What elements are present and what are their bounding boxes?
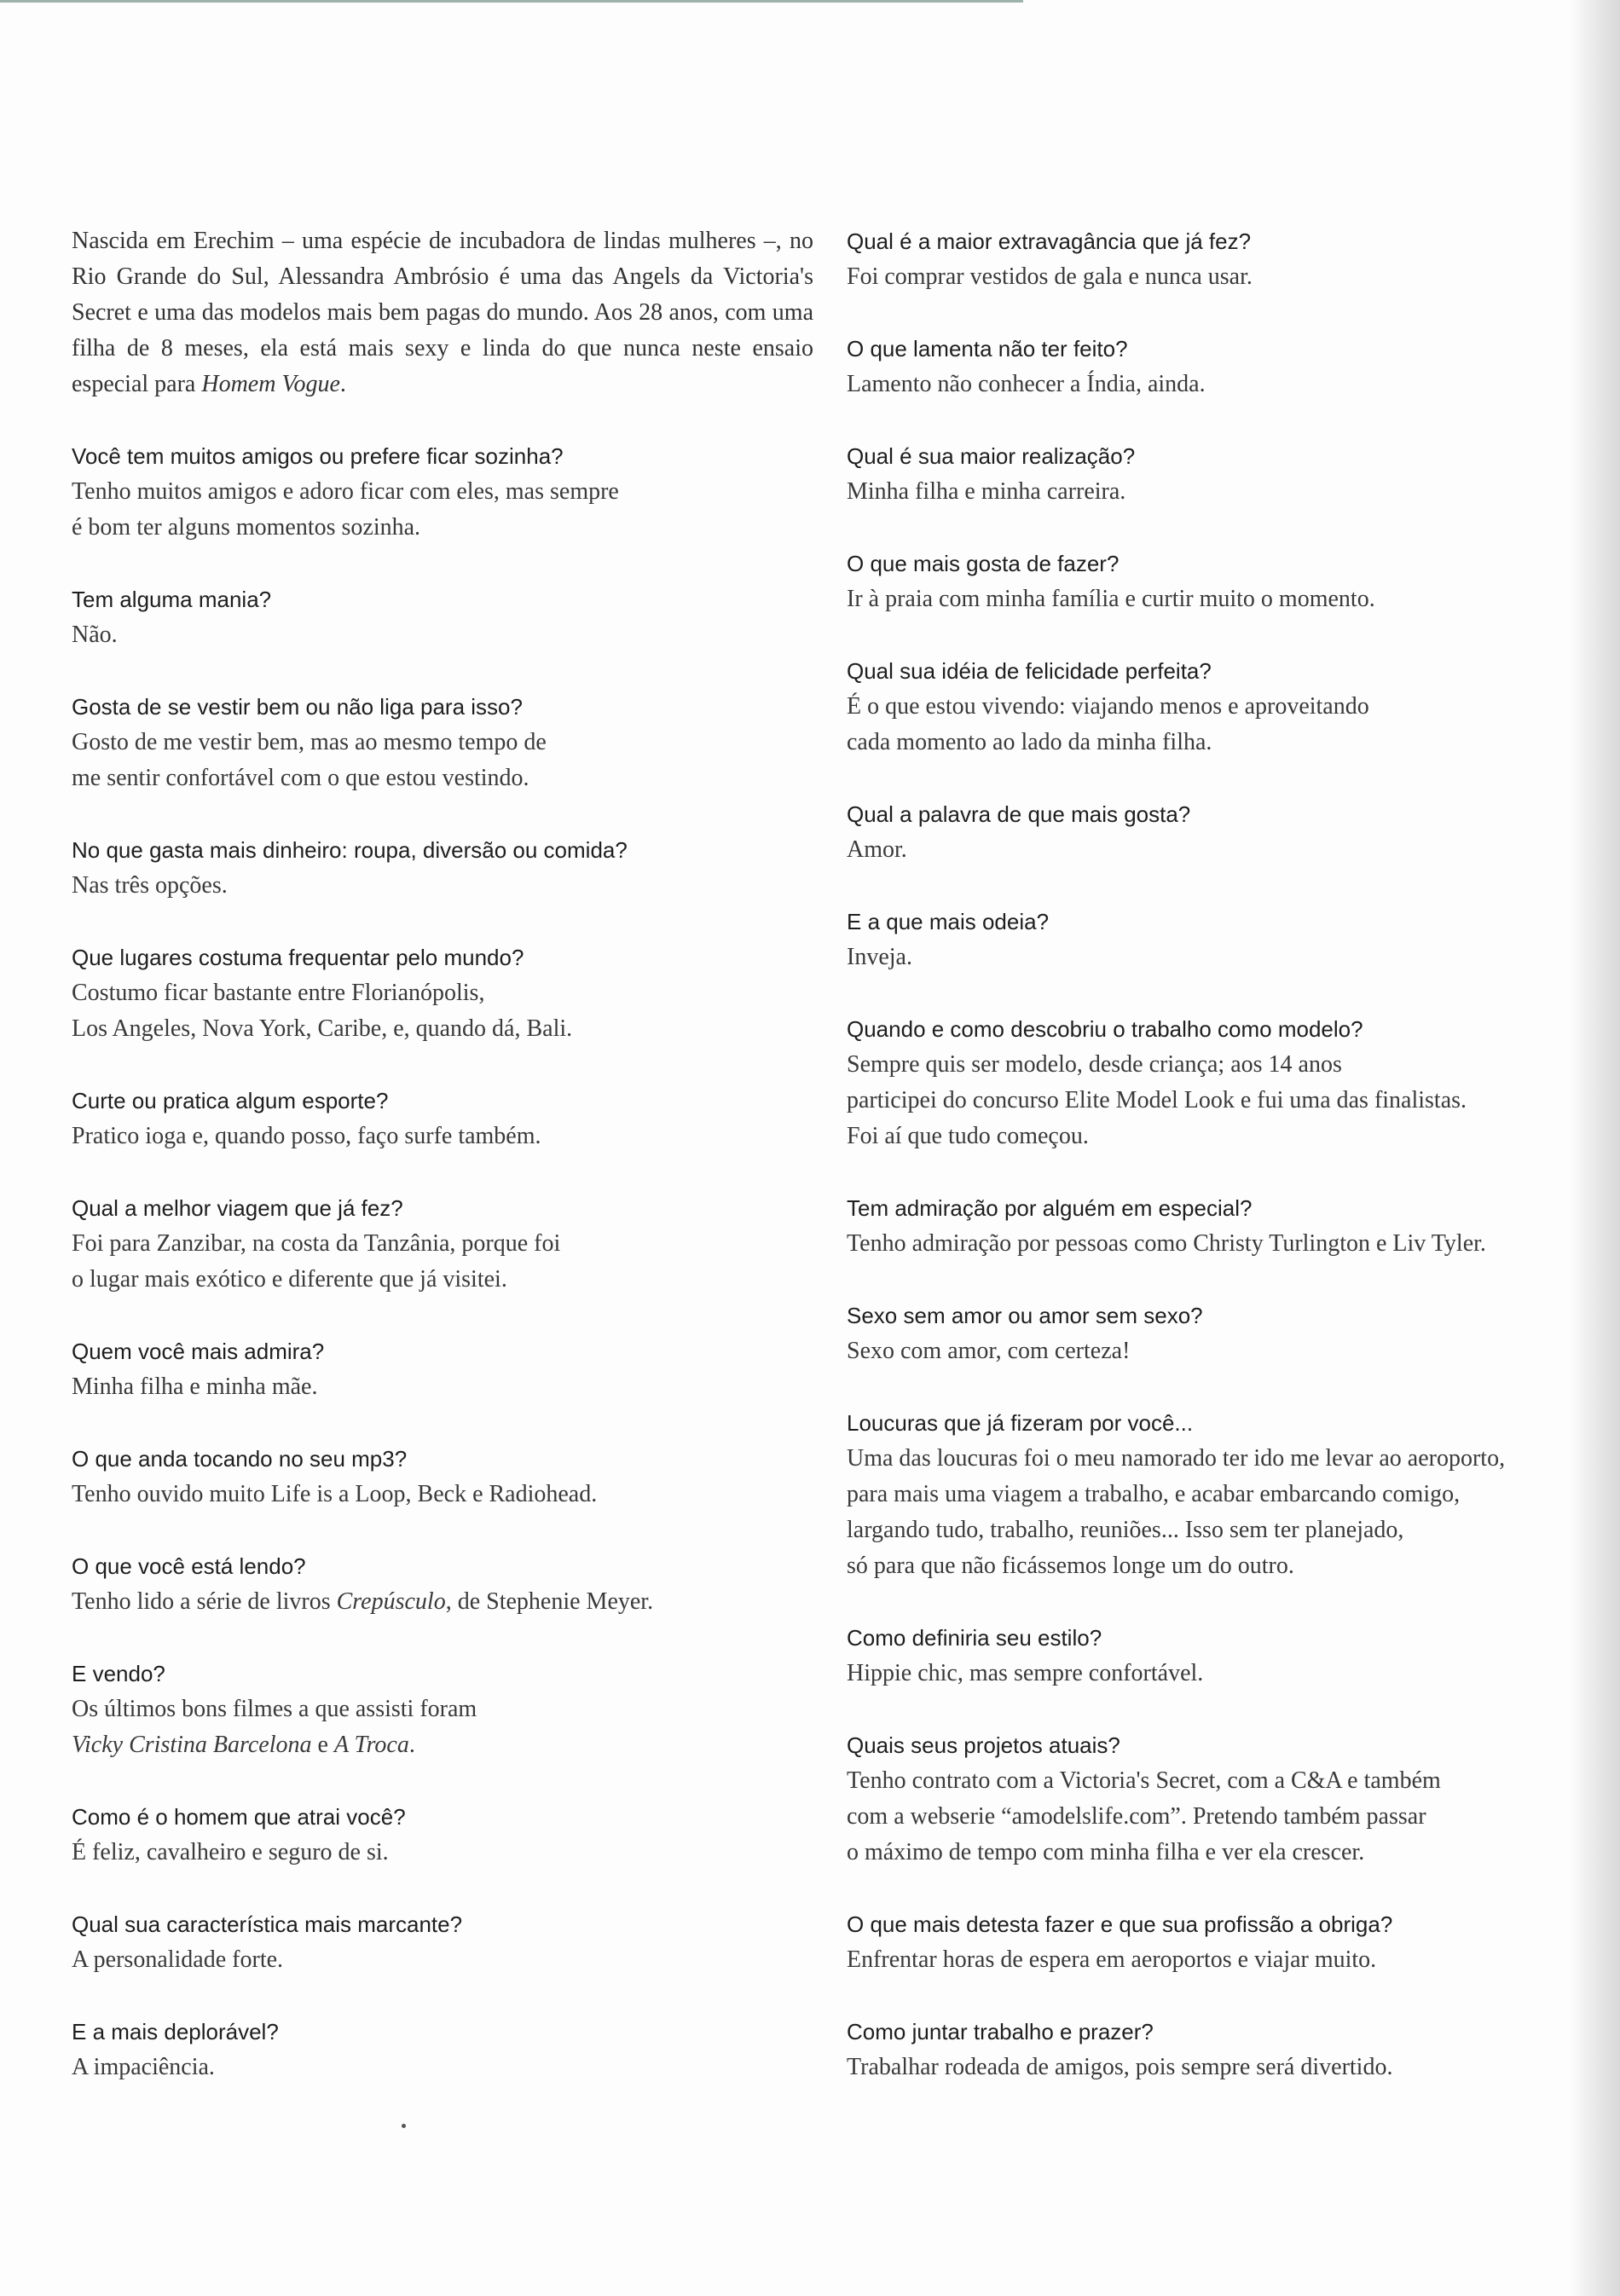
qa-item: [72, 1441, 813, 1512]
answer: Tenho admiração por pessoas como Christy Turlington e Liv Tyler.: [847, 1230, 1486, 1257]
question: Qual a palavra de que mais gosta?: [847, 801, 1191, 827]
qa-item: [847, 1190, 1571, 1262]
answer: Hippie chic, mas sempre confortável.: [847, 1660, 1204, 1686]
answer: Sempre quis ser modelo, desde criança; aos 14 anos participei do concurso Elite Model Look e fui uma das finalistas. Foi aí que tudo começou.: [847, 1051, 1467, 1149]
qa-item: [847, 1727, 1571, 1871]
answer: Nas três opções.: [72, 872, 228, 899]
question: Como é o homem que atrai você?: [72, 1804, 406, 1830]
qa-item: [72, 832, 813, 904]
qa-item: [72, 689, 813, 796]
qa-item: [847, 1906, 1571, 1978]
question: Quais seus projetos atuais?: [847, 1732, 1120, 1758]
question: O que anda tocando no seu mp3?: [72, 1446, 408, 1472]
qa-item: [847, 653, 1571, 761]
qa-item: [72, 2014, 813, 2085]
answer: Costumo ficar bastante entre Florianópolis, Los Angeles, Nova York, Caribe, e, quando dá, Bali.: [72, 980, 573, 1042]
qa-item: [72, 1190, 813, 1298]
answer: Sexo com amor, com certeza!: [847, 1338, 1131, 1364]
answer: É feliz, cavalheiro e seguro de si.: [72, 1839, 389, 1865]
question: O que mais gosta de fazer?: [847, 551, 1120, 576]
qa-item: [847, 1620, 1571, 1692]
qa-item: [847, 223, 1571, 295]
question: O que você está lendo?: [72, 1553, 306, 1579]
qa-item: [847, 1298, 1571, 1369]
answer: Minha filha e minha carreira.: [847, 478, 1126, 505]
qa-item: [72, 1333, 813, 1405]
answer: Enfrentar horas de espera em aeroportos e viajar muito.: [847, 1946, 1377, 1973]
answer: Minha filha e minha mãe.: [72, 1374, 318, 1400]
answer: Uma das loucuras foi o meu namorado ter ido me levar ao aeroporto, para mais uma viagem a trabalho, e acabar embarcando comigo, largando tudo, trabalho, reuniões... Isso sem ter planejado, só para que não ficássemos longe um do outro.: [847, 1445, 1506, 1579]
qa-item: [72, 1799, 813, 1871]
ink-speck: [402, 2124, 406, 2128]
answer: Gosto de me vestir bem, mas ao mesmo tempo de me sentir confortável com o que estou vestindo.: [72, 729, 547, 791]
question: Como definiria seu estilo?: [847, 1625, 1102, 1651]
qa-item: [847, 1405, 1571, 1584]
intro-paragraph: Nascida em Erechim – uma espécie de incubadora de lindas mulheres –, no Rio Grande do Sul, Alessandra Ambrósio é uma das Angels da Victoria's Secret e uma das modelos mais bem pagas do mundo. Aos 28 anos, com uma filha de 8 meses, ela está mais sexy e linda do que nunca neste ensaio especial para Homem Vogue.: [72, 228, 813, 397]
answer: Os últimos bons filmes a que assisti foram Vicky Cristina Barcelona e A Troca.: [72, 1696, 477, 1758]
question: O que mais detesta fazer e que sua profissão a obriga?: [847, 1911, 1393, 1937]
question: Qual é a maior extravagância que já fez?: [847, 228, 1252, 254]
question: Quando e como descobriu o trabalho como modelo?: [847, 1016, 1363, 1042]
question: E a que mais odeia?: [847, 909, 1050, 934]
qa-item: [847, 796, 1571, 868]
answer: Lamento não conhecer a Índia, ainda.: [847, 371, 1206, 397]
answer: A personalidade forte.: [72, 1946, 284, 1973]
question: Qual sua característica mais marcante?: [72, 1911, 463, 1937]
qa-item: [72, 438, 813, 546]
question: E a mais deplorável?: [72, 2019, 279, 2044]
right-qa-list: [847, 223, 1571, 2085]
qa-item: [72, 1083, 813, 1154]
qa-item: [847, 546, 1571, 617]
answer: Amor.: [847, 836, 907, 863]
question: Gosta de se vestir bem ou não liga para isso?: [72, 694, 523, 720]
answer: Ir à praia com minha família e curtir muito o momento.: [847, 586, 1375, 612]
question: Qual a melhor viagem que já fez?: [72, 1195, 403, 1221]
qa-item: [72, 1906, 813, 1978]
left-column: [72, 223, 813, 2121]
answer: Tenho ouvido muito Life is a Loop, Beck e Radiohead.: [72, 1481, 598, 1507]
answer: Tenho lido a série de livros Crepúsculo, de Stephenie Meyer.: [72, 1588, 654, 1615]
qa-item: [72, 581, 813, 653]
qa-item: [847, 331, 1571, 402]
answer: Não.: [72, 622, 118, 648]
qa-item: [72, 1656, 813, 1763]
question: Loucuras que já fizeram por você...: [847, 1410, 1194, 1436]
answer: Foi para Zanzibar, na costa da Tanzânia, porque foi o lugar mais exótico e diferente que já visitei.: [72, 1230, 561, 1293]
qa-item: [847, 438, 1571, 510]
question: Você tem muitos amigos ou prefere ficar sozinha?: [72, 443, 564, 469]
answer: É o que estou vivendo: viajando menos e aproveitando cada momento ao lado da minha filha.: [847, 693, 1369, 755]
qa-item: [847, 904, 1571, 975]
left-qa-list: [72, 438, 813, 2085]
qa-item: [72, 1548, 813, 1620]
question: Quem você mais admira?: [72, 1339, 325, 1364]
question: Que lugares costuma frequentar pelo mundo?: [72, 945, 524, 970]
question: No que gasta mais dinheiro: roupa, diversão ou comida?: [72, 837, 628, 863]
answer: Pratico ioga e, quando posso, faço surfe também.: [72, 1123, 541, 1149]
magazine-name: Homem Vogue: [201, 371, 340, 397]
question: Tem alguma mania?: [72, 587, 272, 612]
answer: Inveja.: [847, 944, 912, 970]
question: Curte ou pratica algum esporte?: [72, 1088, 389, 1113]
question: Sexo sem amor ou amor sem sexo?: [847, 1303, 1203, 1328]
question: Tem admiração por alguém em especial?: [847, 1195, 1253, 1221]
qa-item: [847, 1011, 1571, 1154]
question: O que lamenta não ter feito?: [847, 336, 1128, 361]
qa-item: [72, 940, 813, 1047]
answer: Trabalhar rodeada de amigos, pois sempre será divertido.: [847, 2054, 1393, 2080]
question: E vendo?: [72, 1661, 165, 1686]
question: Qual é sua maior realização?: [847, 443, 1136, 469]
answer: Tenho contrato com a Victoria's Secret, com a C&A e também com a webserie “amodelslife.com”. Pretendo também passar o máximo de tempo com minha filha e ver ela crescer.: [847, 1767, 1441, 1865]
answer: Tenho muitos amigos e adoro ficar com eles, mas sempre é bom ter alguns momentos sozinha.: [72, 478, 619, 541]
question: Como juntar trabalho e prazer?: [847, 2019, 1154, 2044]
page-edge-shadow: [1569, 0, 1620, 2296]
question: Qual sua idéia de felicidade perfeita?: [847, 658, 1212, 684]
answer: Foi comprar vestidos de gala e nunca usar.: [847, 263, 1253, 290]
answer: A impaciência.: [72, 2054, 215, 2080]
qa-item: [847, 2014, 1571, 2085]
right-column: [847, 223, 1571, 2121]
top-border-line: [0, 0, 1023, 3]
